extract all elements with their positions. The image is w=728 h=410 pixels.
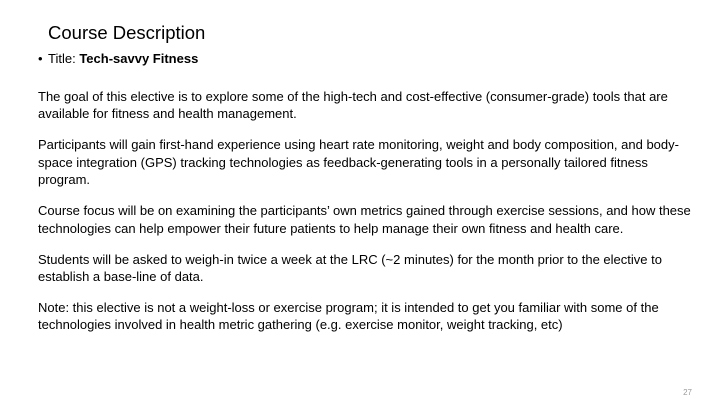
page-number: 27 (683, 388, 692, 397)
slide-heading: Course Description (48, 22, 206, 43)
paragraph-weigh-in: Students will be asked to weigh-in twice a week at the LRC (~2 minutes) for the month prior to the elective to establish a base-line of data. (38, 251, 662, 285)
bullet-icon: • (38, 51, 43, 66)
description-body (38, 88, 702, 347)
paragraph-note: Note: this elective is not a weight-loss or exercise program; it is intended to get you familiar with some of the technologies involved in health metric gathering (e.g. exercise monitor, weight tracking, etc) (38, 300, 659, 333)
title-label: Title: (48, 51, 80, 66)
paragraph-goal: The goal of this elective is to explore some of the high-tech and cost-effective (consumer-grade) tools that are available for fitness and health management. (38, 89, 668, 122)
title-bullet-line (38, 50, 198, 67)
paragraph-participants: Participants will gain first-hand experience using heart rate monitoring, weight and body composition, and body-space integration (GPS) tracking technologies as feedback-generating tools in a personally tailored fitness program. (38, 137, 679, 188)
course-title: Tech-savvy Fitness (79, 51, 199, 66)
paragraph-focus: Course focus will be on examining the participants’ own metrics gained through exercise sessions, and how these technologies can help empower their future patients to help manage their own fitness and health care. (38, 203, 691, 236)
